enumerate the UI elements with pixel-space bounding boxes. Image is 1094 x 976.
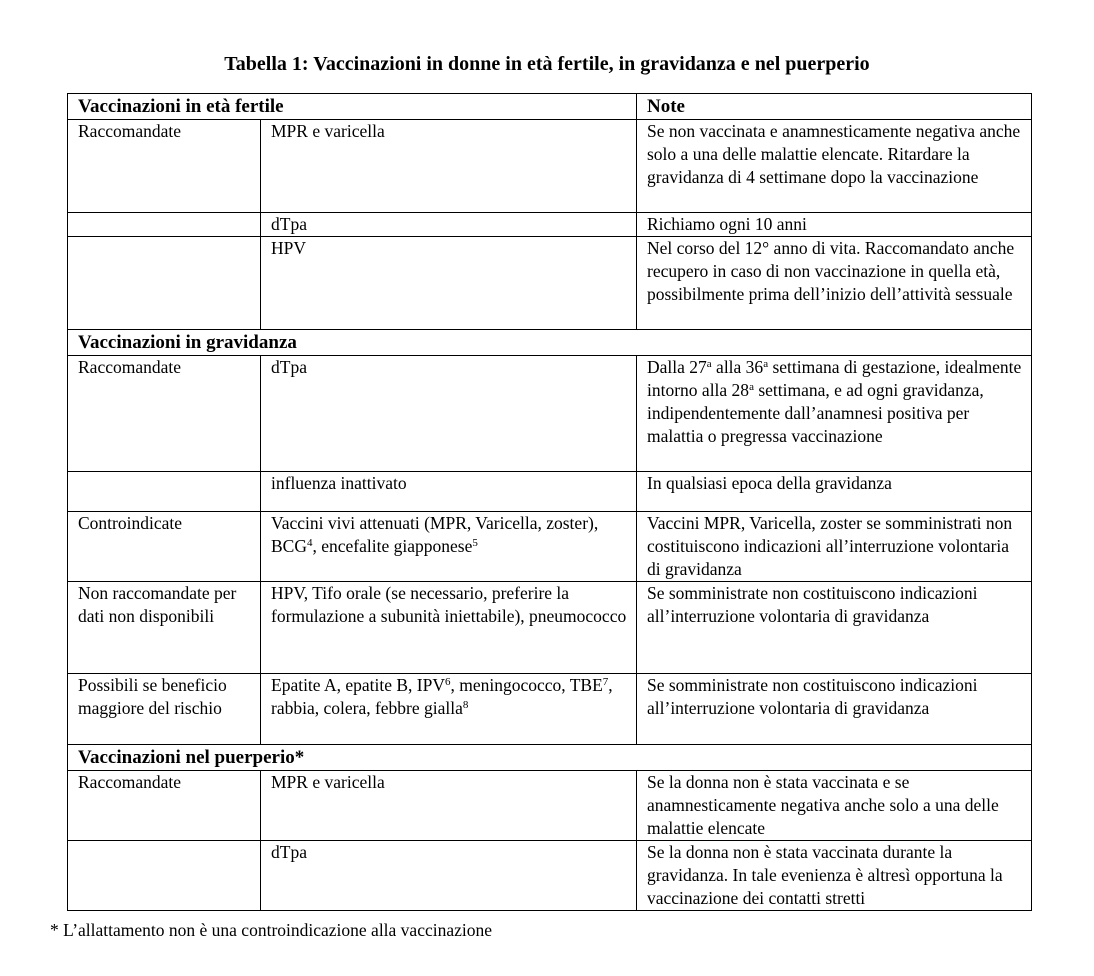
section-header-pregnancy (68, 330, 1032, 356)
vaccine-cell: Epatite A, epatite B, IPV$^6$, meningococco, TBE$^7$, rabbia, colera, febbre gialla$^8$ (261, 674, 637, 745)
vaccine-cell: MPR e varicella (261, 771, 637, 841)
category-cell: Raccomandate (68, 120, 261, 213)
table-row (68, 120, 1032, 213)
category-cell: Possibili se beneficio maggiore del rischio (68, 674, 261, 745)
table-row (68, 472, 1032, 512)
table-row (68, 582, 1032, 674)
category-cell: Raccomandate (68, 356, 261, 472)
note-cell: In qualsiasi epoca della gravidanza (637, 472, 1032, 512)
note-cell: Vaccini MPR, Varicella, zoster se somministrati non costituiscono indicazioni all’interruzione volontaria di gravidanza (637, 512, 1032, 582)
vaccine-cell: influenza inattivato (261, 472, 637, 512)
section-title: Vaccinazioni in gravidanza (68, 330, 1032, 356)
category-cell: Controindicate (68, 512, 261, 582)
table-row (68, 512, 1032, 582)
table-row (68, 237, 1032, 330)
note-cell: Se somministrate non costituiscono indicazioni all’interruzione volontaria di gravidanza (637, 582, 1032, 674)
note-cell: Dalla 27$^a$ alla 36$^a$ settimana di gestazione, idealmente intorno alla 28$^a$ settimana, e ad ogni gravidanza, indipendentemente dall’anamnesi positiva per malattia o pregressa vaccinazione (637, 356, 1032, 472)
table-title: Tabella 1: Vaccinazioni in donne in età fertile, in gravidanza e nel puerperio (224, 53, 870, 75)
section-title: Vaccinazioni nel puerperio* (68, 745, 1032, 771)
footnote: * L’allattamento non è una controindicazione alla vaccinazione (50, 920, 493, 940)
vaccination-table (67, 93, 1032, 911)
note-cell: Se somministrate non costituiscono indicazioni all’interruzione volontaria di gravidanza (637, 674, 1032, 745)
vaccine-cell: Vaccini vivi attenuati (MPR, Varicella, zoster), BCG$^4$, encefalite giapponese$^5$ (261, 512, 637, 582)
vaccine-cell: dTpa (261, 841, 637, 911)
vaccine-cell: HPV, Tifo orale (se necessario, preferire la formulazione a subunità iniettabile), pneumococco (261, 582, 637, 674)
vaccine-cell: dTpa (261, 356, 637, 472)
table-row (68, 356, 1032, 472)
section-title: Vaccinazioni in età fertile (68, 94, 637, 120)
note-cell: Se la donna non è stata vaccinata e se anamnesticamente negativa anche solo a una delle malattie elencate (637, 771, 1032, 841)
category-cell (68, 472, 261, 512)
category-cell (68, 841, 261, 911)
section-header-puerperium (68, 745, 1032, 771)
category-cell: Raccomandate (68, 771, 261, 841)
note-cell: Richiamo ogni 10 anni (637, 213, 1032, 237)
category-cell (68, 237, 261, 330)
table-row (68, 674, 1032, 745)
note-cell: Nel corso del 12° anno di vita. Raccomandato anche recupero in caso di non vaccinazione in quella età, possibilmente prima dell’inizio dell’attività sessuale (637, 237, 1032, 330)
table-row (68, 841, 1032, 911)
note-cell: Se non vaccinata e anamnesticamente negativa anche solo a una delle malattie elencate. Ritardare la gravidanza di 4 settimane dopo la vaccinazione (637, 120, 1032, 213)
table-row (68, 213, 1032, 237)
table-row (68, 771, 1032, 841)
vaccine-cell: MPR e varicella (261, 120, 637, 213)
note-cell: Se la donna non è stata vaccinata durante la gravidanza. In tale evenienza è altresì opportuna la vaccinazione dei contatti stretti (637, 841, 1032, 911)
category-cell: Non raccomandate per dati non disponibili (68, 582, 261, 674)
category-cell (68, 213, 261, 237)
section-header-fertile (68, 94, 1032, 120)
vaccine-cell: HPV (261, 237, 637, 330)
vaccine-cell: dTpa (261, 213, 637, 237)
notes-column-header: Note (637, 94, 1032, 120)
